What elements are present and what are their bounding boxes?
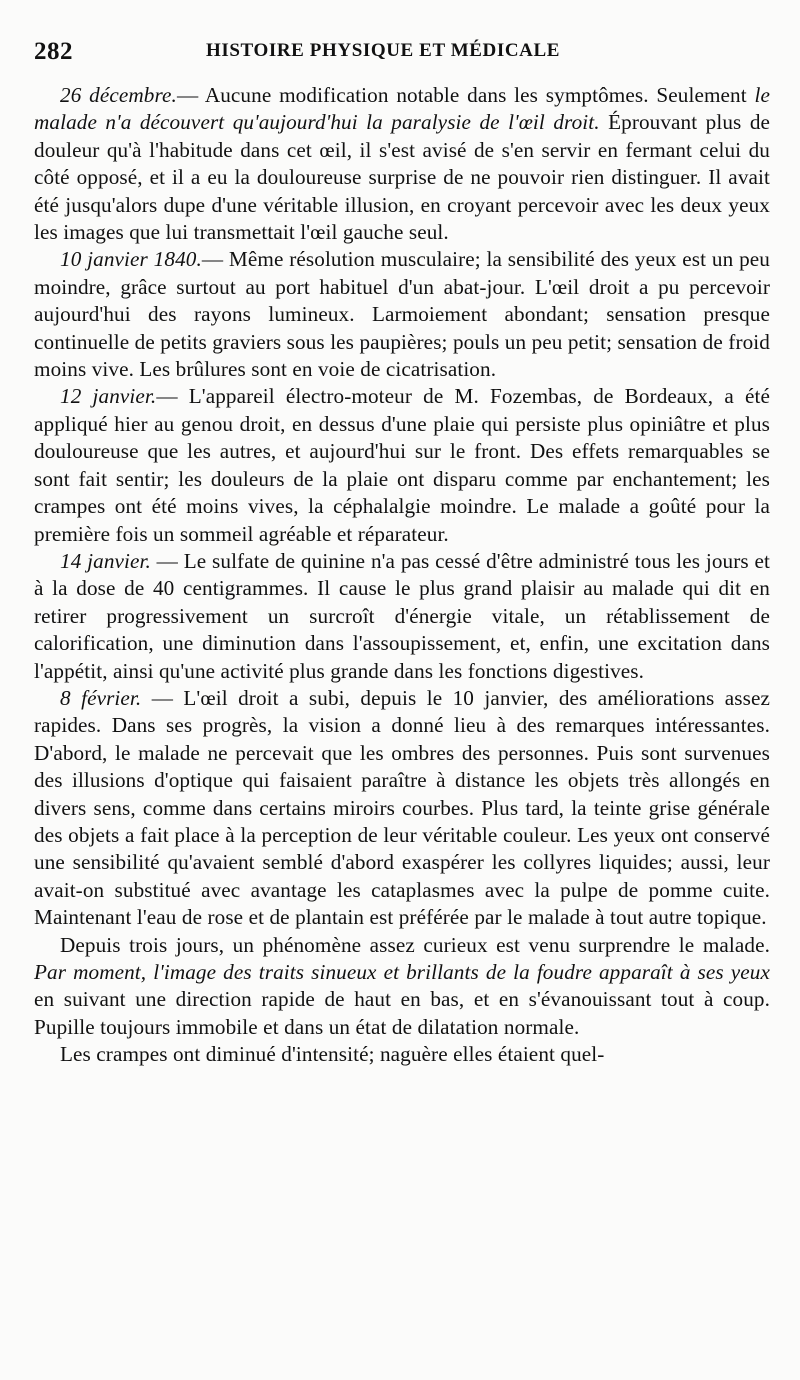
paragraph-26-decembre xyxy=(34,82,770,246)
paragraph-text: — Aucune modification notable dans les symptômes. Seulement xyxy=(176,83,755,107)
paragraph-text: — Même résolution musculaire; la sensibilité des yeux est un peu moindre, grâce surtout au port habituel d'un abat-jour. L'œil droit a pu percevoir aujourd'hui des rayons lumineux. Larmoiement abondant; sensation presque continuelle de petits graviers sous les paupières; pouls un peu petit; sensation de froid moins vive. Les brûlures sont en voie de cicatrisation. xyxy=(34,247,770,382)
paragraph-text: Depuis trois jours, un phénomène assez curieux est venu surprendre le malade. xyxy=(60,932,770,957)
paragraph-text: — L'œil droit a subi, depuis le 10 janvier, des améliorations assez rapides. Dans ses progrès, la vision a donné lieu à des remarques intéressantes. D'abord, le malade ne percevait que les ombres des personnes. Puis sont survenues des illusions d'optique qui faisaient paraître à distance les objets très allongés en divers sens, comme dans certains miroirs courbes. Plus tard, la teinte grise générale des objets a fait place à la perception de leur véritable couleur. Les yeux ont conservé une sensibilité qu'avaient semblé d'abord exaspérer les collyres liquides; aussi, leur avait-on substitué avec avantage les cataplasmes avec la pulpe de pomme cuite. Maintenant l'eau de rose et de plantain est préférée par le malade à tout autre topique. xyxy=(34,685,770,930)
paragraph-10-janvier xyxy=(34,246,770,383)
running-title: HISTOIRE PHYSIQUE ET MÉDICALE xyxy=(206,40,561,61)
page-number: 282 xyxy=(34,38,73,65)
paragraph-text: — L'appareil électro-moteur de M. Fozembas, de Bordeaux, a été appliqué hier au genou droit, en dessus d'une plaie qui persiste plus opiniâtre et plus douloureuse que les autres, et aujourd'hui sur le front. Des effets remarquables se sont fait sentir; les douleurs de la plaie ont disparu comme par enchantement; les crampes ont été moins vives, la céphalalgie moindre. Le malade a goûté pour la première fois un sommeil agréable et réparateur. xyxy=(34,384,771,546)
paragraph-8-fevrier xyxy=(34,685,770,932)
paragraph-phenomene xyxy=(34,932,770,1042)
paragraph-text: Les crampes ont diminué d'intensité; naguère elles étaient quel- xyxy=(60,1042,605,1067)
paragraph-text: en suivant une direction rapide de haut en bas, et en s'évanouissant tout à coup. Pupille toujours immobile et dans un état de dilatation normale. xyxy=(34,987,770,1039)
emphasized-text: le malade n'a découvert qu'aujourd'hui la paralysie de l'œil droit. xyxy=(34,83,771,135)
paragraph-text: — Le sulfate de quinine n'a pas cessé d'être administré tous les jours et à la dose de 40 centigrammes. Il cause le plus grand plaisir au malade qui dit en retirer progressivement un surcroît d'énergie vitale, un rétablissement de calorification, une diminution dans l'assoupissement, et, enfin, une excitation dans l'appétit, ainsi qu'une activité plus grande dans les fonctions digestives. xyxy=(34,548,771,683)
paragraph-12-janvier xyxy=(34,383,770,547)
body-text xyxy=(34,82,770,1069)
entry-date: 8 février. xyxy=(60,685,142,710)
entry-date: 10 janvier 1840. xyxy=(60,247,202,272)
entry-date: 26 décembre. xyxy=(60,83,177,107)
emphasized-text: Par moment, l'image des traits sinueux et brillants de la foudre apparaît à ses yeux xyxy=(34,960,770,984)
paragraph-text: Éprouvant plus de douleur qu'à l'habitude dans cet œil, il s'est avisé de s'en servir en fermant celui du côté opposé, et il a eu la douloureuse surprise de ne pouvoir rien distinguer. Il avait été jusqu'alors dupe d'une véritable illusion, en croyant percevoir avec les deux yeux les images que lui transmettait l'œil gauche seul. xyxy=(34,110,771,245)
page-header xyxy=(34,38,770,82)
entry-date: 12 janvier. xyxy=(60,384,157,409)
paragraph-crampes xyxy=(34,1041,770,1068)
entry-date: 14 janvier. xyxy=(60,548,151,573)
paragraph-14-janvier xyxy=(34,548,770,685)
